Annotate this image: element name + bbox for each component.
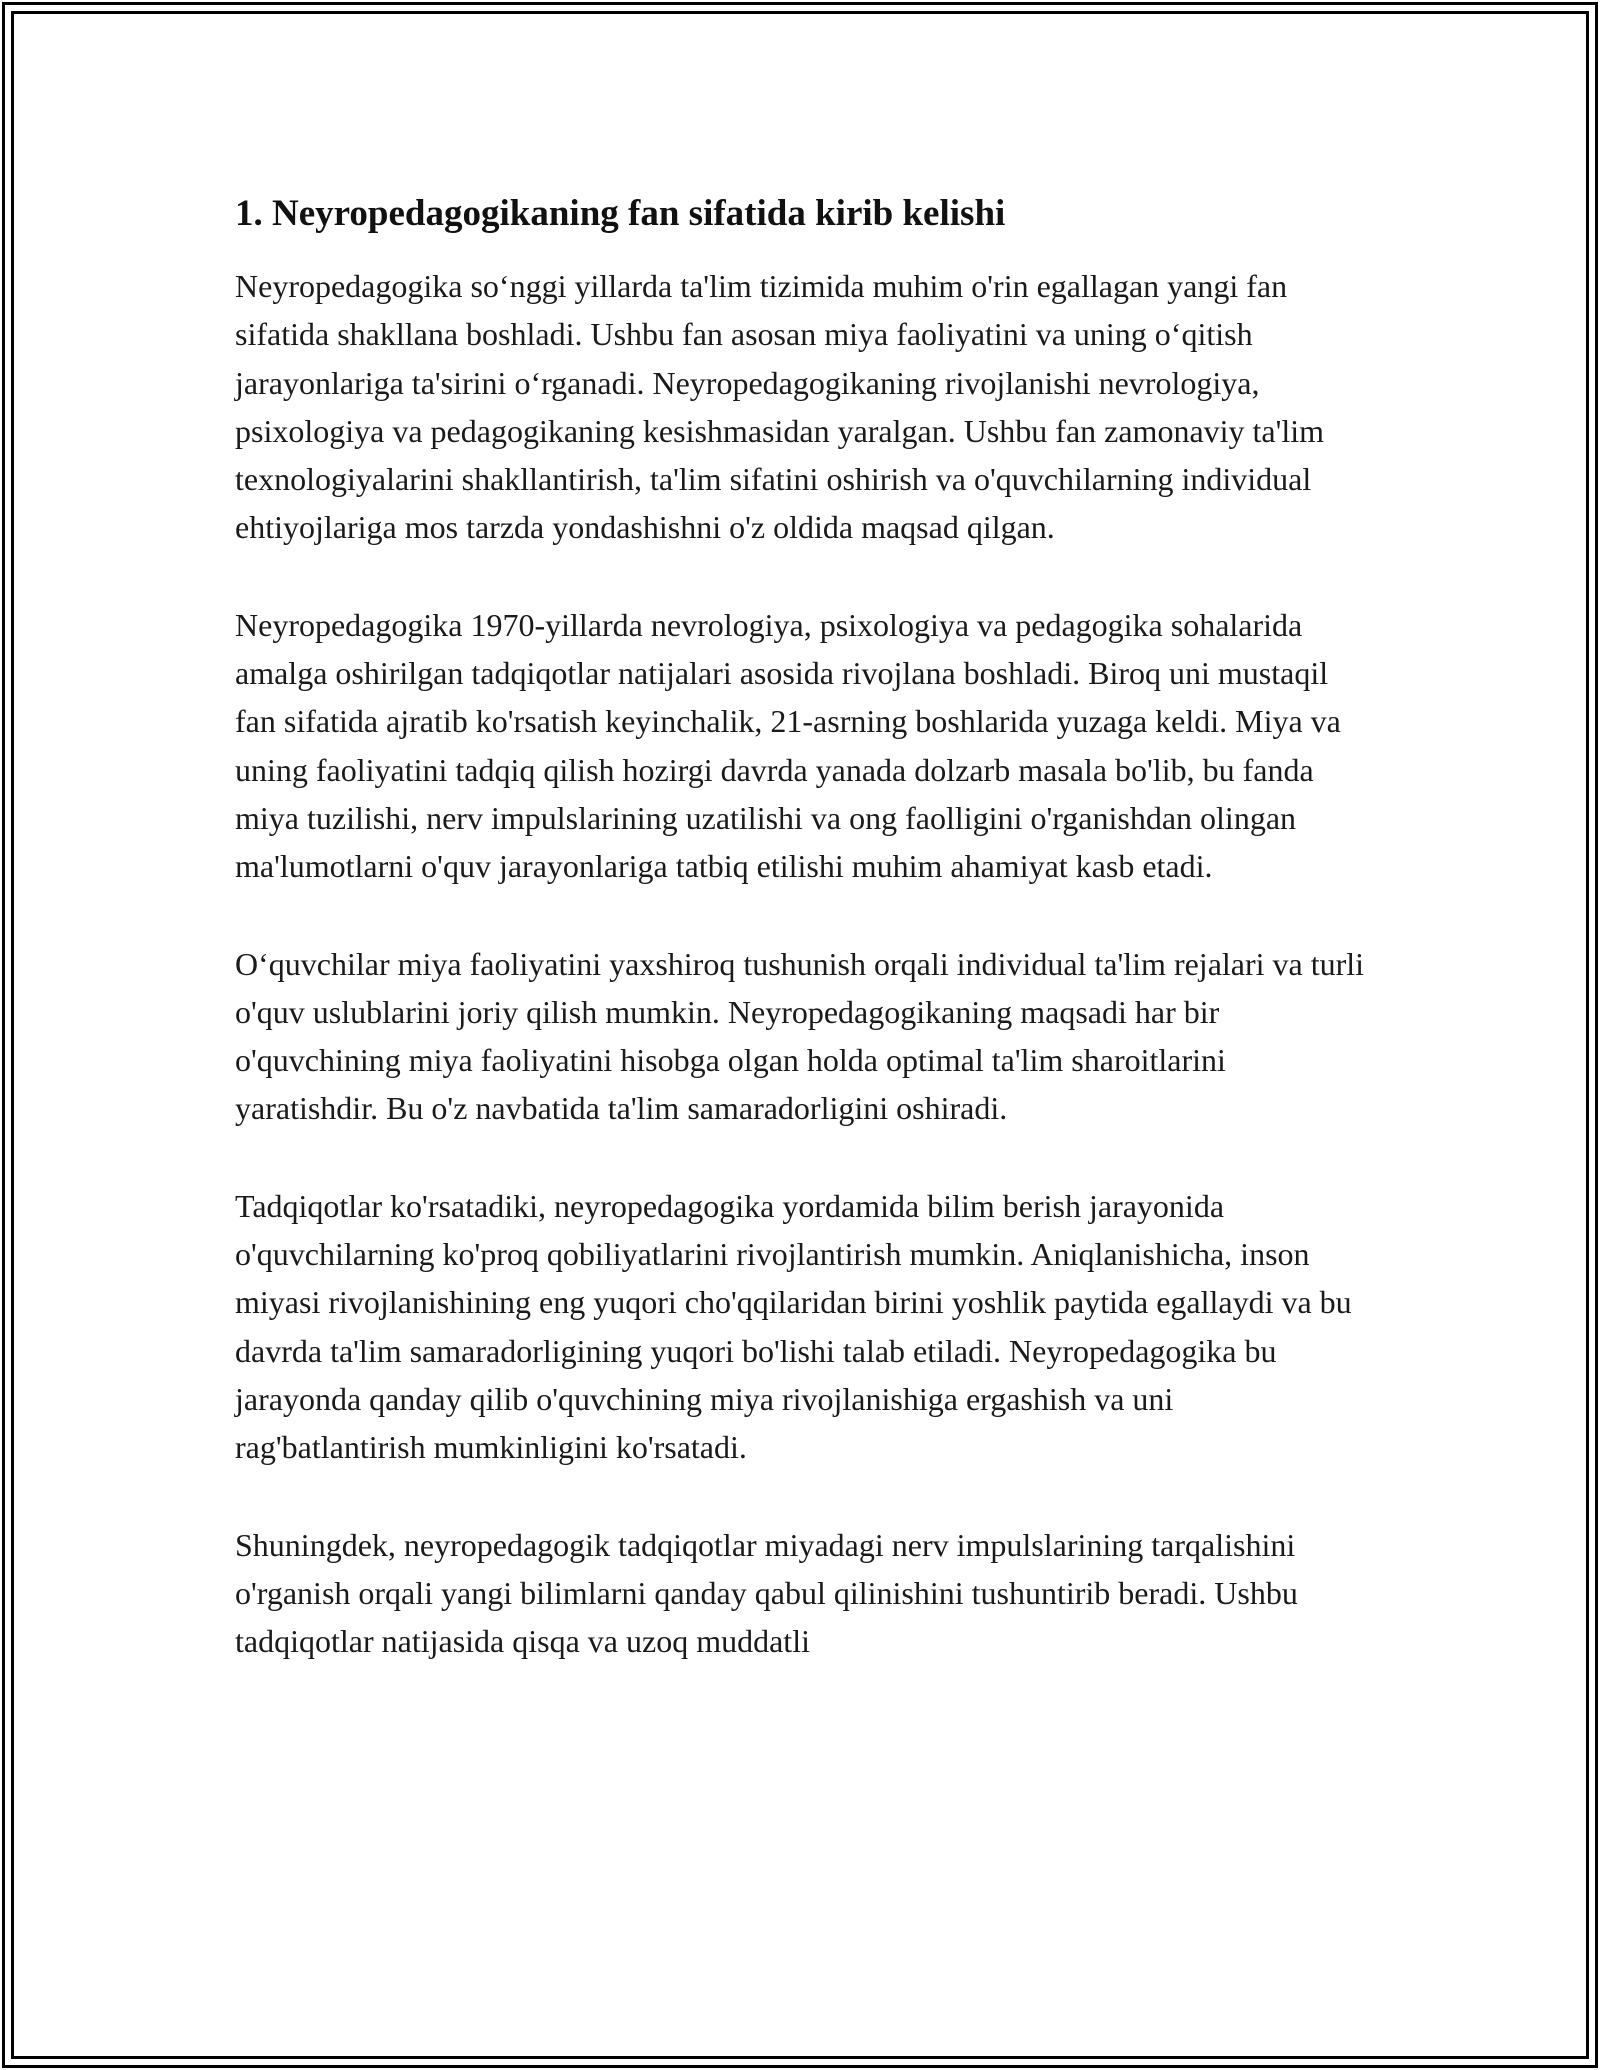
section-title: 1. Neyropedagogikaning fan sifatida kirib kelishi: [235, 193, 1006, 234]
paragraph-5: Shuningdek, neyropedagogik tadqiqotlar miyadagi nerv impulslarining tarqalishini o'rganish orqali yangi bilimlarni qanday qabul qilinishini tushuntirib beradi. Ushbu tadqiqotlar natijasida qisqa va uzoq muddatli: [235, 1526, 1298, 1660]
document-body: [235, 188, 1365, 1714]
paragraph-1: Neyropedagogika so‘nggi yillarda ta'lim tizimida muhim o'rin egallagan yangi fan sifatida shakllana boshladi. Ushbu fan asosan miya faoliyatini va uning o‘qitish jarayonlariga ta'sirini o‘rganadi. Neyropedagogikaning rivojlanishi nevrologiya, psixologiya va pedagogikaning kesishmasidan yaralgan. Ushbu fan zamonaviy ta'lim texnologiyalarini shakllantirish, ta'lim sifatini oshirish va o'quvchilarning individual ehtiyojlariga mos tarzda yondashishni o'z oldida maqsad qilgan.: [235, 268, 1325, 546]
paragraph-3: O‘quvchilar miya faoliyatini yaxshiroq tushunish orqali individual ta'lim rejalari va turli o'quv uslublarini joriy qilish mumkin. Neyropedagogikaning maqsadi har bir o'quvchining miya faoliyatini hisobga olgan holda optimal ta'lim sharoitlarini yaratishdir. Bu o'z navbatida ta'lim samaradorligini oshiradi.: [235, 945, 1365, 1127]
paragraph-2: Neyropedagogika 1970-yillarda nevrologiya, psixologiya va pedagogika sohalarida amalga oshirilgan tadqiqotlar natijalari asosida rivojlana boshladi. Biroq uni mustaqil fan sifatida ajratib ko'rsatish keyinchalik, 21-asrning boshlarida yuzaga keldi. Miya va uning faoliyatini tadqiq qilish hozirgi davrda yanada dolzarb masala bo'lib, bu fanda miya tuzilishi, nerv impulslarining uzatilishi va ong faolligini o'rganishdan olingan ma'lumotlarni o'quv jarayonlariga tatbiq etilishi muhim ahamiyat kasb etadi.: [235, 606, 1341, 885]
paragraph-4: Tadqiqotlar ko'rsatadiki, neyropedagogika yordamida bilim berish jarayonida o'quvchilarning ko'proq qobiliyatlarini rivojlantirish mumkin. Aniqlanishicha, inson miyasi rivojlanishining eng yuqori cho'qqilaridan birini yoshlik paytida egallaydi va bu davrda ta'lim samaradorligining yuqori bo'lishi talab etiladi. Neyropedagogika bu jarayonda qanday qilib o'quvchining miya rivojlanishiga ergashish va uni rag'batlantirish mumkinligini ko'rsatadi.: [235, 1187, 1352, 1466]
